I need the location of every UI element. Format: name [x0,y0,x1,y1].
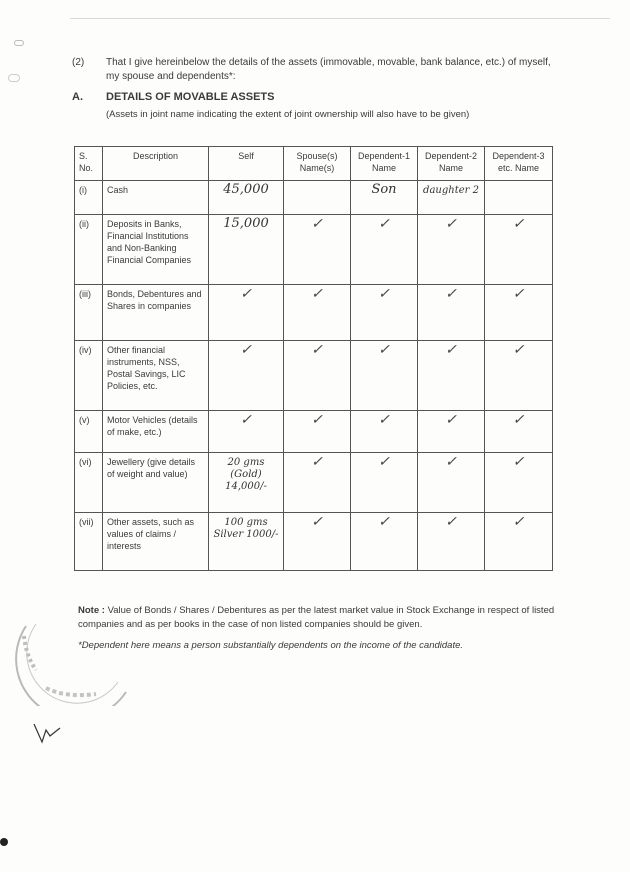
table-row [75,411,553,453]
scan-speck [14,40,24,46]
handwritten-mark: ✓ [378,514,390,530]
handwritten-mark: ✓ [512,286,525,302]
row-sno: (vii) [75,513,103,571]
handwritten-mark: ✓ [378,454,390,470]
top-rule [70,18,610,19]
handwritten-mark: ✓ [311,342,323,358]
row-description: Jewellery (give details of weight and value) [103,453,209,513]
row-description: Deposits in Banks, Financial Institutions and Non-Banking Financial Companies [103,215,209,285]
clause-text: That I give hereinbelow the details of the assets (immovable, movable, bank balance, etc.) of myself, my spouse and dependents*: [106,57,551,82]
handwritten-mark: ✓ [512,454,525,470]
handwritten-mark: ✓ [512,216,525,232]
note-text: Value of Bonds / Shares / Debentures as per the latest market value in Stock Exchange in respect of listed companies and as per books in the case of non listed companies should be given. [78,605,555,630]
section-letter: A. [72,91,83,103]
handwritten-mark: ✓ [378,286,390,302]
clause-number: (2) [72,57,85,68]
header-dependent-1: Dependent-1 Name [351,147,418,181]
row-sno: (ii) [75,215,103,285]
scan-speck [8,74,20,82]
row-description: Motor Vehicles (details of make, etc.) [103,411,209,453]
header-description: Description [103,147,209,181]
table-row [75,181,553,215]
handwritten-mark: ✓ [512,412,525,428]
header-sno: S. No. [75,147,103,181]
table-row [75,215,553,285]
handwritten-mark: ✓ [445,514,457,530]
header-spouse: Spouse(s) Name(s) [284,147,351,181]
row-description: Cash [103,181,209,215]
handwritten-value: Son [371,182,397,197]
header-dependent-2: Dependent-2 Name [418,147,485,181]
handwritten-mark: ✓ [311,412,323,428]
handwritten-mark: ✓ [378,342,390,358]
row-description: Other financial instruments, NSS, Postal Savings, LIC Policies, etc. [103,341,209,411]
handwritten-value: 20 gms (Gold) 14,000/- [225,457,267,492]
handwritten-mark: ✓ [240,412,252,428]
handwritten-mark: ✓ [311,514,323,530]
handwritten-mark: ✓ [445,342,457,358]
handwritten-value: 15,000 [223,216,269,231]
table-row [75,513,553,571]
row-sno: (vi) [75,453,103,513]
section-title: DETAILS OF MOVABLE ASSETS [106,91,275,103]
table-row [75,453,553,513]
note-block [78,604,558,632]
handwritten-mark: ✓ [311,454,323,470]
row-description: Other assets, such as values of claims / interests [103,513,209,571]
table-row [75,341,553,411]
row-sno: (i) [75,181,103,215]
note-label: Note : [78,605,105,616]
row-sno: (v) [75,411,103,453]
handwritten-mark: ✓ [311,286,323,302]
handwritten-mark: ✓ [378,412,390,428]
table-header-row [75,147,553,181]
handwritten-mark: ✓ [445,216,457,232]
section-subnote: (Assets in joint name indicating the extent of joint ownership will also have to be given) [106,109,470,120]
handwritten-mark: ✓ [445,412,457,428]
handwritten-mark: ✓ [240,286,252,302]
header-dependent-3: Dependent-3 etc. Name [485,147,553,181]
handwritten-mark: ✓ [240,342,252,358]
row-description: Bonds, Debentures and Shares in companies [103,285,209,341]
movable-assets-table [74,146,553,571]
header-self: Self [209,147,284,181]
signature-scribble [32,720,62,749]
table-row [75,285,553,341]
handwritten-value: 100 gms Silver 1000/- [213,517,279,540]
punch-hole [0,838,8,846]
handwritten-mark: ✓ [512,514,525,530]
row-sno: (iii) [75,285,103,341]
handwritten-mark: ✓ [512,342,525,358]
handwritten-value: daughter 2 [423,185,479,196]
handwritten-mark: ✓ [445,286,457,302]
handwritten-mark: ✓ [445,454,457,470]
handwritten-mark: ✓ [311,216,323,232]
row-sno: (iv) [75,341,103,411]
dependent-definition: *Dependent here means a person substantially dependents on the income of the candidate. [78,640,464,651]
handwritten-mark: ✓ [378,216,390,232]
handwritten-value: 45,000 [223,182,269,197]
